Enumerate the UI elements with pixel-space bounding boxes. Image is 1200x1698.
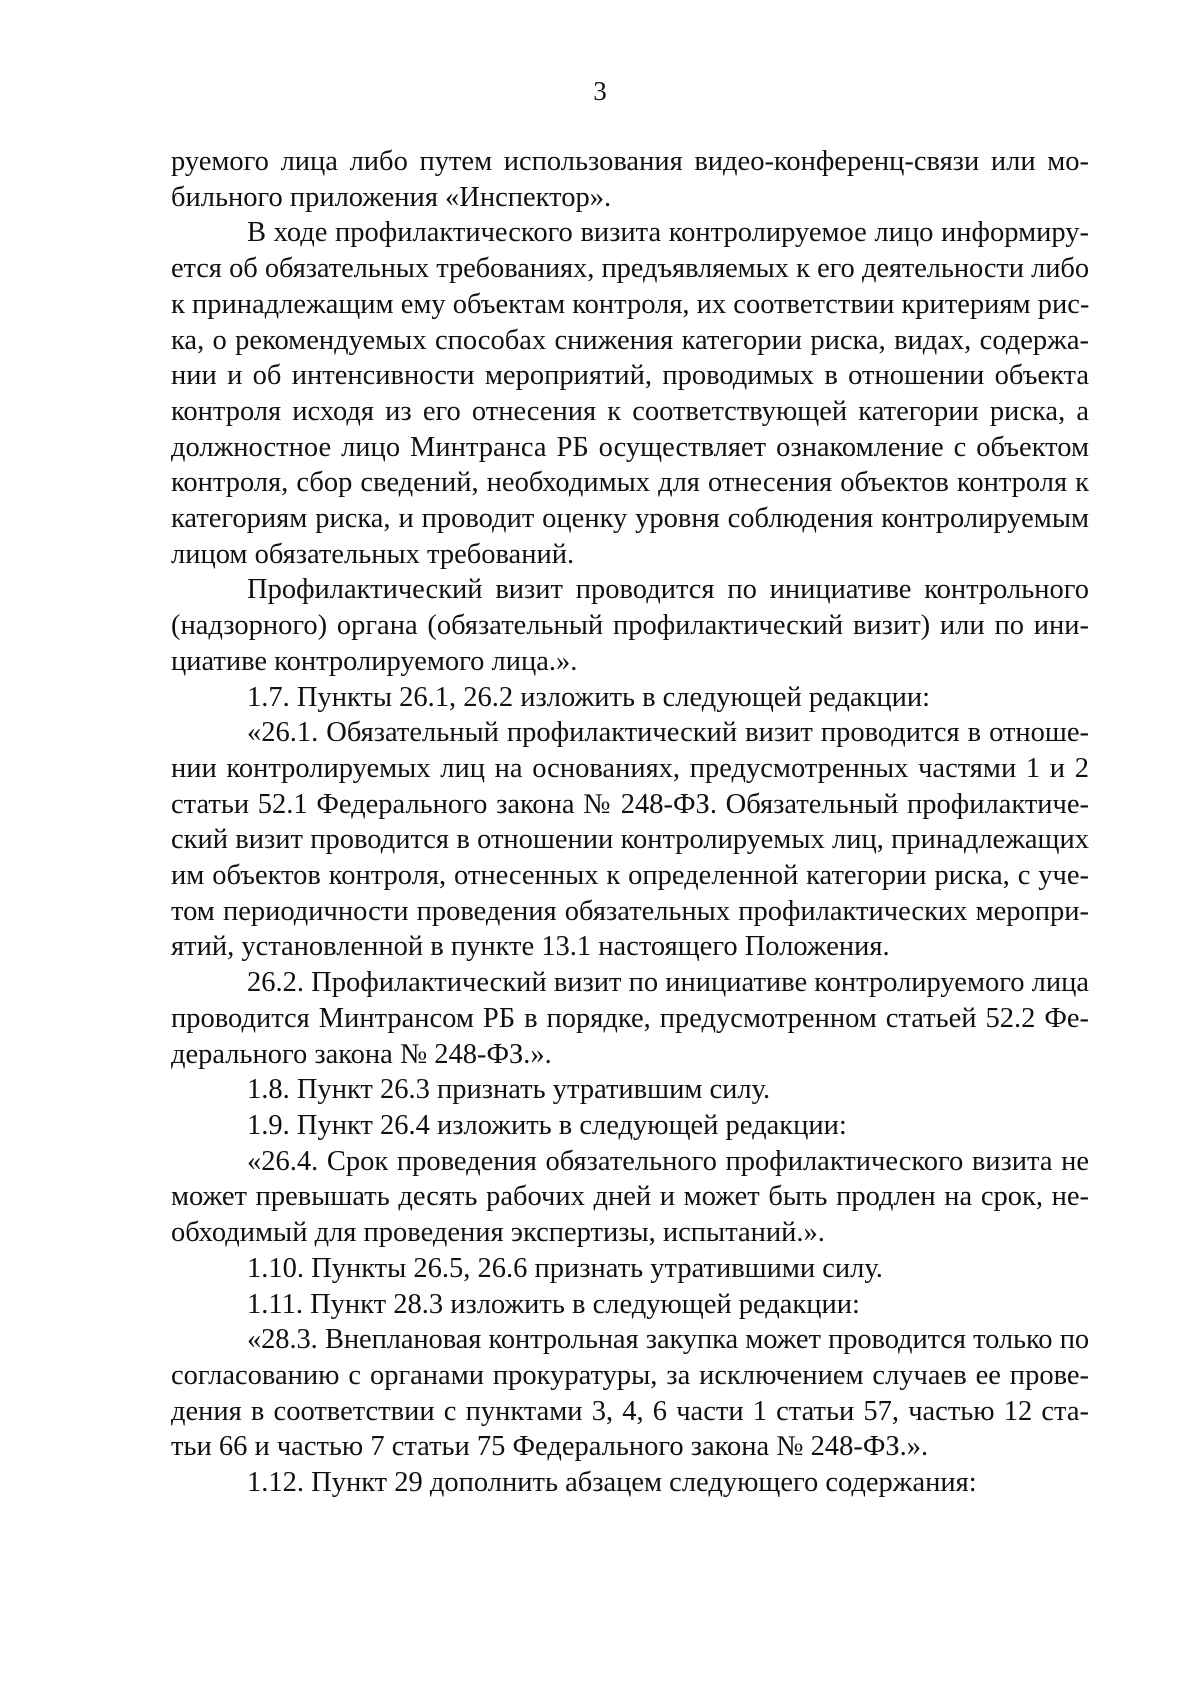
text-line: тьи 66 и частью 7 статьи 75 Федерального закона № 248-ФЗ.». — [171, 1431, 929, 1463]
text-line: 1.10. Пункты 26.5, 26.6 признать утратившими силу. — [247, 1252, 883, 1284]
text-line: обходимый для проведения экспертизы, испытаний.». — [171, 1217, 825, 1249]
text-line: 1.7. Пункты 26.1, 26.2 изложить в следующей редакции: — [247, 681, 931, 713]
text-line: категориям риска, и проводит оценку уровня соблюдения контролируемым — [171, 503, 1089, 535]
text-line: статьи 52.1 Федерального закона № 248-ФЗ. Обязательный профилактиче- — [171, 788, 1089, 820]
text-line: 26.2. Профилактический визит по инициативе контролируемого лица — [247, 967, 1089, 999]
text-line: дерального закона № 248-ФЗ.». — [171, 1038, 552, 1070]
text-line: бильного приложения «Инспектор». — [171, 181, 612, 213]
text-line: «26.1. Обязательный профилактический визит проводится в отноше- — [247, 717, 1089, 749]
text-line: согласованию с органами прокуратуры, за исключением случаев ее прове- — [171, 1359, 1089, 1391]
text-line: дения в соответствии с пунктами 3, 4, 6 части 1 статьи 57, частью 12 ста- — [171, 1395, 1089, 1427]
text-line: 1.9. Пункт 26.4 изложить в следующей редакции: — [247, 1109, 847, 1141]
text-line: циативе контролируемого лица.». — [171, 645, 578, 677]
text-line: 1.8. Пункт 26.3 признать утратившим силу. — [247, 1074, 771, 1106]
text-line: нии и об интенсивности мероприятий, проводимых в отношении объекта — [171, 360, 1089, 392]
text-line: 1.11. Пункт 28.3 изложить в следующей редакции: — [247, 1288, 860, 1320]
text-line: должностное лицо Минтранса РБ осуществляет ознакомление с объектом — [171, 431, 1089, 463]
text-line: том периодичности проведения обязательных профилактических меропри- — [171, 895, 1089, 927]
text-line: В ходе профилактического визита контролируемое лицо информиру- — [247, 217, 1089, 249]
text-line: 1.12. Пункт 29 дополнить абзацем следующего содержания: — [247, 1467, 977, 1499]
text-line: лицом обязательных требований. — [171, 538, 575, 570]
text-line: руемого лица либо путем использования видео-конференц-связи или мо- — [171, 146, 1089, 177]
text-line: нии контролируемых лиц на основаниях, предусмотренных частями 1 и 2 — [171, 752, 1089, 784]
text-line: ка, о рекомендуемых способах снижения категории риска, видах, содержа- — [171, 324, 1089, 356]
page-number: 3 — [593, 76, 607, 106]
text-line: «28.3. Внеплановая контрольная закупка может проводится только по — [247, 1324, 1089, 1356]
document-body — [171, 144, 1089, 1501]
text-line: контроля, сбор сведений, необходимых для отнесения объектов контроля к — [171, 467, 1089, 499]
text-line: «26.4. Срок проведения обязательного профилактического визита не — [247, 1145, 1089, 1177]
text-line: ятий, установленной в пункте 13.1 настоящего Положения. — [171, 931, 890, 963]
text-line: (надзорного) органа (обязательный профилактический визит) или по ини- — [171, 610, 1089, 642]
text-line: ется об обязательных требованиях, предъявляемых к его деятельности либо — [171, 253, 1089, 285]
text-line: Профилактический визит проводится по инициативе контрольного — [247, 574, 1089, 606]
text-line: может превышать десять рабочих дней и может быть продлен на срок, не- — [171, 1181, 1089, 1213]
text-line: контроля исходя из его отнесения к соответствующей категории риска, а — [171, 395, 1089, 427]
text-line: к принадлежащим ему объектам контроля, их соответствии критериям рис- — [171, 288, 1090, 320]
text-line: ский визит проводится в отношении контролируемых лиц, принадлежащих — [171, 824, 1089, 856]
text-line: им объектов контроля, отнесенных к определенной категории риска, с уче- — [171, 860, 1089, 892]
text-line: проводится Минтрансом РБ в порядке, предусмотренном статьей 52.2 Фе- — [171, 1002, 1089, 1034]
